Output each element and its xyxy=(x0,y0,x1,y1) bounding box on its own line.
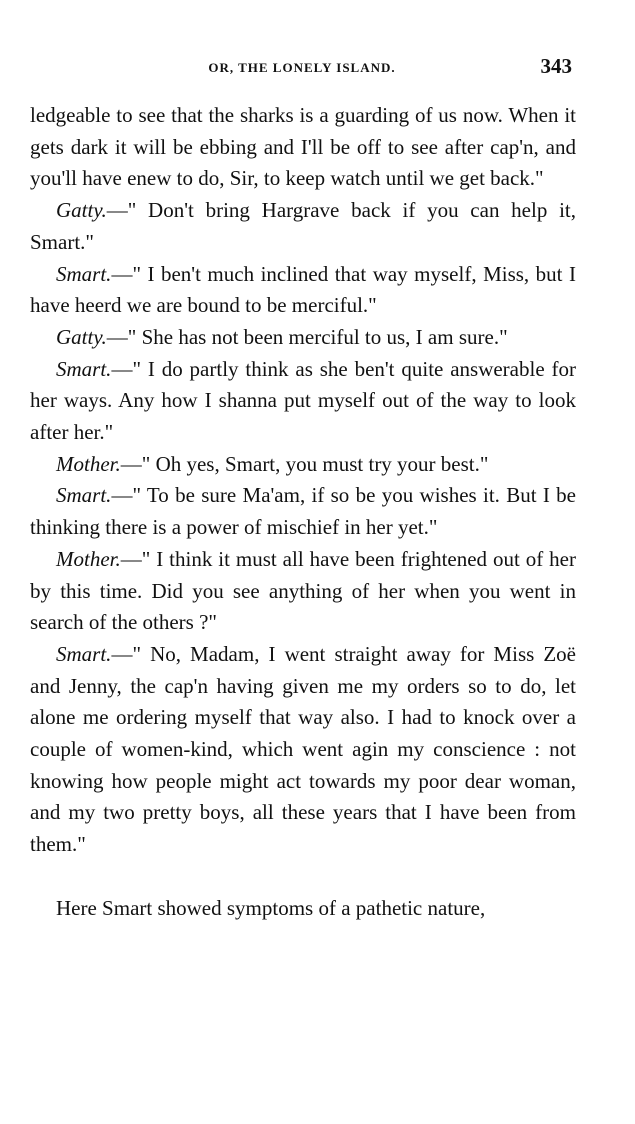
dialogue-text: —" I ben't much inclined that way myself, Miss, but I have heerd we are bound to be merciful." xyxy=(30,261,576,318)
speaker-name: Smart. xyxy=(56,641,112,666)
dialogue-paragraph xyxy=(30,354,576,449)
dialogue-paragraph xyxy=(30,480,576,543)
speaker-name: Mother. xyxy=(56,451,121,476)
speaker-name: Smart. xyxy=(56,261,112,286)
dialogue-paragraph xyxy=(30,544,576,639)
speaker-name: Smart. xyxy=(56,356,112,381)
dialogue-paragraph xyxy=(30,195,576,258)
dialogue-text: —" To be sure Ma'am, if so be you wishes it. But I be thinking there is a power of mischief in her yet." xyxy=(30,483,576,540)
speaker-name: Gatty. xyxy=(56,198,107,223)
paragraph-gap xyxy=(30,861,576,893)
paragraph-text: Here Smart showed symptoms of a pathetic nature, xyxy=(56,895,486,920)
dialogue-text: —" I think it must all have been frightened out of her by this time. Did you see anything of her when you went in search of the others ?" xyxy=(30,546,576,635)
dialogue-text: —" I do partly think as she ben't quite answerable for her ways. Any how I shanna put myself out of the way to look after her." xyxy=(30,356,576,445)
speaker-name: Mother. xyxy=(56,546,121,571)
running-head: OR, THE LONELY ISLAND. xyxy=(208,60,396,75)
page-number: 343 xyxy=(540,54,572,78)
dialogue-text: —" Don't bring Hargrave back if you can help it, Smart." xyxy=(30,198,576,254)
dialogue-paragraph xyxy=(30,322,576,354)
body-text xyxy=(30,100,576,925)
speaker-name: Smart. xyxy=(56,483,112,508)
paragraph-text: ledgeable to see that the sharks is a guarding of us now. When it gets dark it will be ebbing and I'll be off to see after cap'n, and you'll have enew to do, Sir, to keep watch until we get back." xyxy=(30,103,576,191)
dialogue-text: —" She has not been merciful to us, I am sure." xyxy=(106,324,508,349)
narrative-paragraph xyxy=(30,893,576,925)
dialogue-text: —" Oh yes, Smart, you must try your best." xyxy=(120,451,489,476)
paragraph-continuation xyxy=(30,100,576,195)
dialogue-paragraph xyxy=(30,449,576,481)
dialogue-text: —" No, Madam, I went straight away for Miss Zoë and Jenny, the cap'n having given me my orders so to do, let alone me ordering myself that way also. I had to knock over a couple of women-kind, which went agin my conscience : not knowing how people might act towards my poor dear woman, and my two pretty boys, all these years that I have been from them." xyxy=(30,641,576,857)
page-header xyxy=(28,54,576,82)
speaker-name: Gatty. xyxy=(56,324,107,349)
dialogue-paragraph xyxy=(30,259,576,322)
dialogue-paragraph xyxy=(30,639,576,861)
